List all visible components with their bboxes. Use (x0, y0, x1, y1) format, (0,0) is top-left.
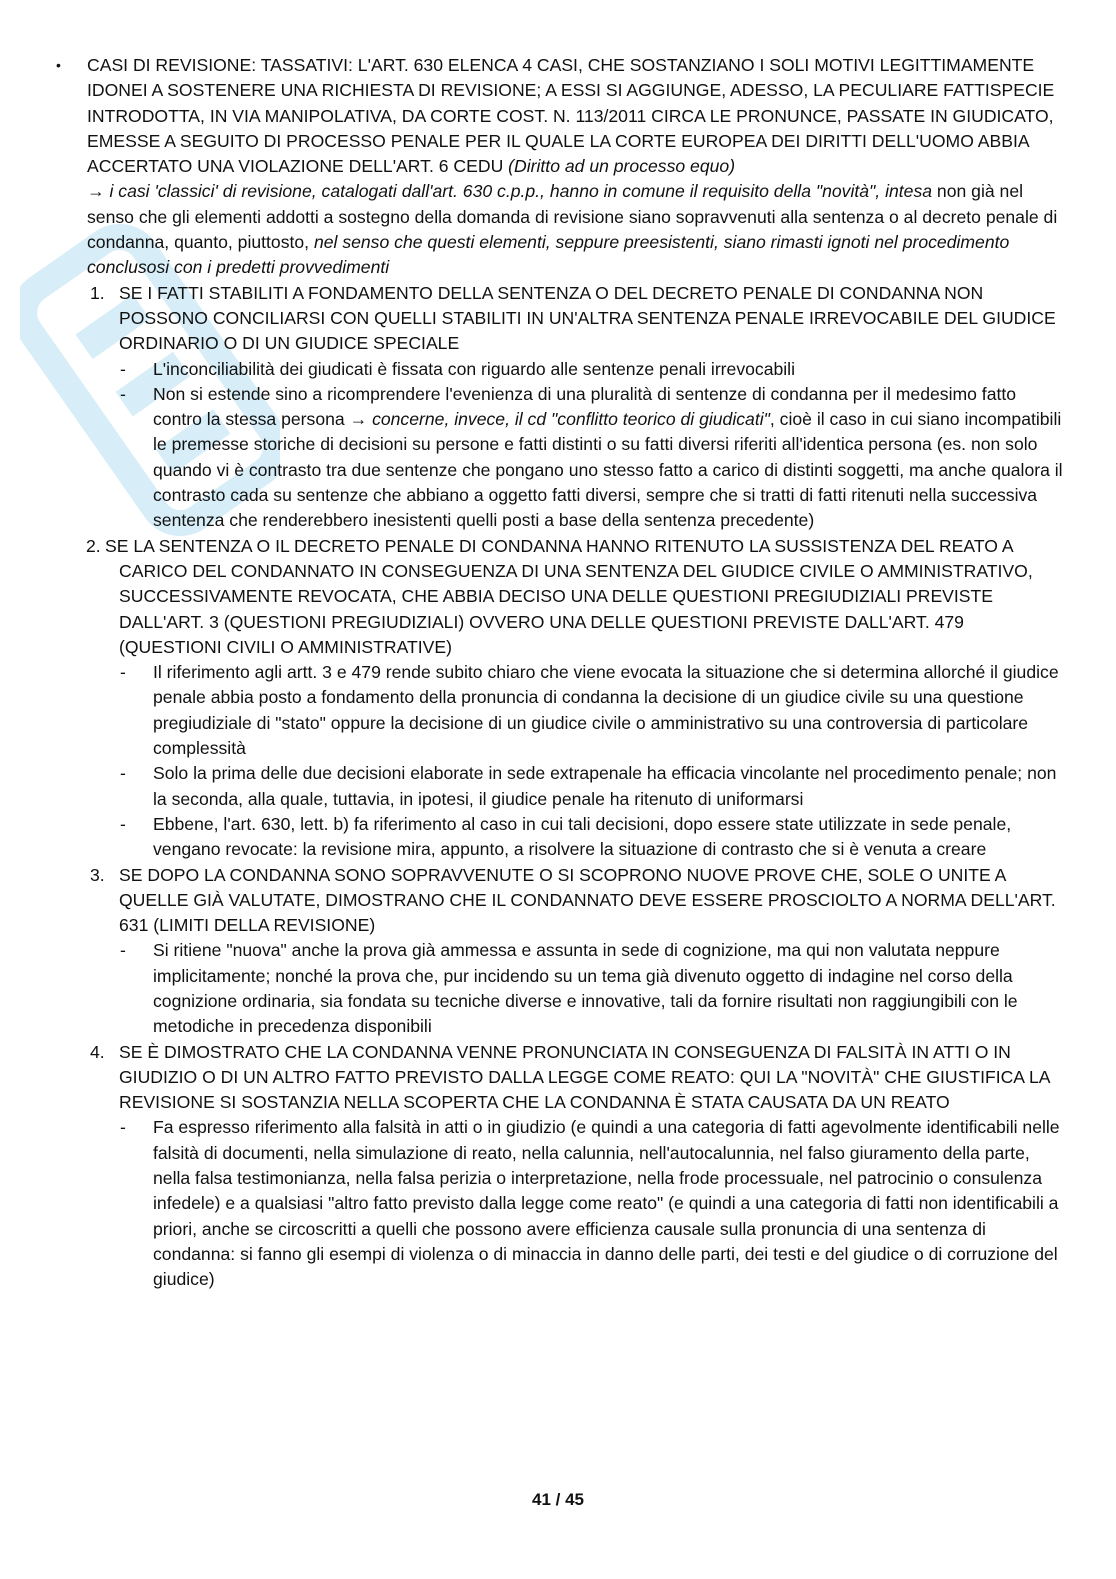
point-italic-text: concerne, invece, il cd "conflitto teorico di giudicati" (372, 409, 770, 430)
arrow-icon: → (349, 409, 368, 430)
arrow-icon: → (87, 181, 105, 202)
point-text: Ebbene, l'art. 630, lett. b) fa riferimento al caso in cui tali decisioni, dopo essere state utilizzate in sede penale, vengano revocate: la revisione mira, appunto, a risolvere la situazione di contrasto che si è venuta a creare (153, 813, 1012, 860)
point-text: Il riferimento agli artt. 3 e 479 rende subito chiaro che viene evocata la situazione che si determina allorché il giudice penale abbia posto a fondamento della pronuncia di condanna la decisione di un giudice civile su una questione pregiudiziale di "stato" oppure la decisione di un giudice civile o amministrativo su una controversia di particolare complessità (153, 662, 1059, 759)
intro-main-text: CASI DI REVISIONE: TASSATIVI: L'ART. 630 ELENCA 4 CASI, CHE SOSTANZIANO I SOLI MOTIVI LEGITTIMAMENTE IDONEI A SOSTENERE UNA RICHIESTA DI REVISIONE; A ESSI SI AGGIUNGE, ADESSO, LA PECULIARE FATTISPECIE INTRODOTTA, IN VIA MANIPOLATIVA, DA CORTE COST. N. 113/2011 CIRCA LE PRONUNCE, PASSATE IN GIUDICATO, EMESSE A SEGUITO DI PROCESSO PENALE PER IL QUALE LA CORTE EUROPEA DEI DIRITTI DELL'UOMO ABBIA ACCERTATO UNA VIOLAZIONE DELL'ART. 6 CEDU (87, 55, 1055, 177)
case-title: SE I FATTI STABILITI A FONDAMENTO DELLA SENTENZA O DEL DECRETO PENALE DI CONDANNA NON POSSONO CONCILIARSI CON QUELLI STABILITI IN UN'ALTRA SENTENZA PENALE IRREVOCABILE DEL GIUDICE ORDINARIO O DI UN GIUDICE SPECIALE (119, 282, 1056, 354)
point-text: Si ritiene "nuova" anche la prova già ammessa e assunta in sede di cognizione, ma qui non valutata neppure implicitamente; nonché la prova che, pur incidendo su un tema già divenuto oggetto di indagine nel corso della cognizione ordinaria, sia fondata su tecniche diverse e innovative, tali da fornire risultati non raggiungibili con le metodiche in precedenza disponibili (153, 940, 1018, 1037)
dash-bullet: - (120, 1117, 126, 1138)
case-2-point-1 (0, 660, 1116, 761)
point-text: Non si estende sino a ricomprendere l'evenienza di una pluralità di sentenze di condanna per il medesimo fatto contro la stessa persona (153, 383, 1017, 430)
intro-note-italic-2: nel senso che questi elementi, seppure preesistenti, siano rimasti ignoti nel procedimento conclusosi con i predetti provvedimenti (87, 232, 1010, 278)
point-text: Fa espresso riferimento alla falsità in atti o in giudizio (e quindi a una categoria di fatti agevolmente identificabili nelle falsità di documenti, nella simulazione di reato, nella calunnia, nell'autocalunnia, nel falso giuramento della parte, nella falsa testimonianza, nella falsa perizia o interpretazione, nella frode processuale, nel patrocinio o consulenza infedele) e a qualsiasi "altro fatto previsto dalla legge come reato" (e quindi a una categoria di fatti non identificabili a priori, anche se circoscritti a quelli che possono avere efficienza causale sulla pronuncia di una sentenza di condanna: si fanno gli esempi di violenza o di minaccia in danno delle parti, dei testi e del giudice o di corruzione del giudice) (153, 1117, 1060, 1290)
page-number: 41 / 45 (532, 1490, 584, 1509)
intro-italic-text: (Diritto ad un processo equo) (508, 156, 736, 177)
dash-bullet: - (120, 940, 126, 961)
case-number: 4. (90, 1041, 105, 1062)
case-1-point-1 (0, 357, 1116, 382)
case-item-4 (0, 1040, 1116, 1116)
dash-bullet: - (120, 358, 126, 379)
bullet-icon: • (56, 57, 61, 73)
point-text: L'inconciliabilità dei giudicati è fissata con riguardo alle sentenze penali irrevocabili (153, 358, 795, 379)
dash-bullet: - (120, 662, 126, 683)
case-1-point-2 (0, 382, 1116, 534)
case-title: SE LA SENTENZA O IL DECRETO PENALE DI CONDANNA HANNO RITENUTO LA SUSSISTENZA DEL REATO A CARICO DEL CONDANNATO IN CONSEGUENZA DI UNA SENTENZA DEL GIUDICE CIVILE O AMMINISTRATIVO, SUCCESSIVAMENTE REVOCATA, CHE ABBIA DECISO UNA DELLE QUESTIONI PREGIUDIZIALI PREVISTE DALL'ART. 3 (QUESTIONI PREGIUDIZIALI) OVVERO UNA DELLE QUESTIONI PREVISTE DALL'ART. 479 (QUESTIONI CIVILI O AMMINISTRATIVE) (105, 535, 1033, 657)
case-item-3 (0, 863, 1116, 939)
dash-bullet: - (120, 383, 126, 404)
case-title: SE DOPO LA CONDANNA SONO SOPRAVVENUTE O SI SCOPRONO NUOVE PROVE CHE, SOLE O UNITE A QUELLE GIÀ VALUTATE, DIMOSTRANO CHE IL CONDANNATO DEVE ESSERE PROSCIOLTO A NORMA DELL'ART. 631 (LIMITI DELLA REVISIONE) (119, 864, 1056, 936)
intro-paragraph (0, 53, 1116, 281)
case-title: SE È DIMOSTRATO CHE LA CONDANNA VENNE PRONUNCIATA IN CONSEGUENZA DI FALSITÀ IN ATTI O IN GIUDIZIO O DI UN ALTRO FATTO PREVISTO DALLA LEGGE COME REATO: QUI LA "NOVITÀ" CHE GIUSTIFICA LA REVISIONE SI SOSTANZIA NELLA SCOPERTA CHE LA CONDANNA È STATA CAUSATA DA UN REATO (119, 1041, 1050, 1113)
intro-note-italic: i casi 'classici' di revisione, catalogati dall'art. 630 c.p.p., hanno in comune il requisito della "novità", intesa (109, 181, 933, 202)
dash-bullet: - (120, 763, 126, 784)
intro-note-text: non già nel senso che gli elementi addotti a sostegno della domanda di revisione siano sopravvenuti alla sentenza o al decreto penale di condanna, quanto, piuttosto, (87, 181, 1058, 253)
case-number: 2. (86, 535, 101, 556)
dash-bullet: - (120, 813, 126, 834)
case-item-1 (0, 281, 1116, 357)
document-body (0, 53, 1116, 1293)
case-4-point-1 (0, 1115, 1116, 1292)
case-2-point-2 (0, 761, 1116, 812)
case-3-point-1 (0, 938, 1116, 1039)
case-number: 1. (90, 282, 105, 303)
case-2-point-3 (0, 812, 1116, 863)
case-item-2 (0, 534, 1116, 660)
case-number: 3. (90, 864, 105, 885)
point-text: Solo la prima delle due decisioni elaborate in sede extrapenale ha efficacia vincolante nel procedimento penale; non la seconda, alla quale, tuttavia, in ipotesi, il giudice penale ha ritenuto di uniformarsi (153, 763, 1057, 809)
point-text-continued: , cioè il caso in cui siano incompatibili le premesse storiche di decisioni su persone e fatti distinti o su fatti diversi riferiti all'identica persona (es. non solo quando vi è contrasto tra due sentenze che pongano uno stesso fatto a carico di distinti soggetti, ma anche qualora il contrasto cada su sentenze che abbiano a oggetto fatti diversi, sempre che si tratti di fatti ritenuti nella successiva sentenza che renderebbero inesistenti quelli posti a base della sentenza precedente) (153, 409, 1063, 531)
